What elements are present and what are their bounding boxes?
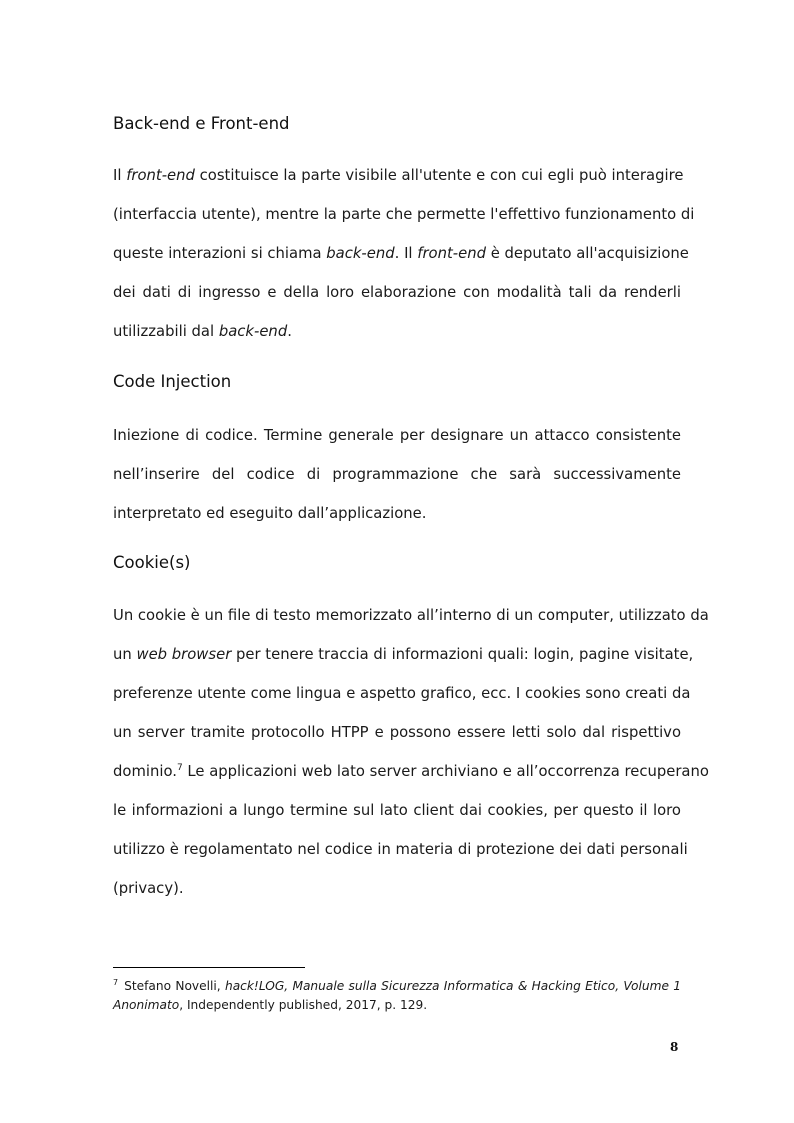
- text-segment: dei dati di ingresso e della loro elaborazione con modalità tali da renderli: [113, 284, 681, 301]
- heading-code-injection: Code Injection: [113, 372, 232, 391]
- paragraph-code-injection: [113, 416, 681, 533]
- footnote: [113, 977, 681, 1015]
- text-line: [113, 752, 709, 791]
- italic-term: hack!LOG, Manuale sulla Sicurezza Informatica & Hacking Etico, Volume 1: [224, 979, 681, 993]
- text-segment: nell’inserire del codice di programmazione che sarà successivamente: [113, 466, 681, 483]
- footnote-number: 7: [113, 978, 119, 987]
- text-segment: interpretato ed eseguito dall’applicazione.: [113, 505, 427, 522]
- text-line: [113, 156, 684, 195]
- paragraph-back-end-front-end: [113, 156, 695, 351]
- text-segment: (privacy).: [113, 880, 184, 897]
- text-segment: un: [113, 646, 137, 663]
- text-segment: , Independently published, 2017, p. 129.: [179, 998, 428, 1012]
- text-line: [113, 416, 681, 455]
- text-segment: Stefano Novelli,: [124, 979, 225, 993]
- italic-term: back-end: [218, 323, 288, 340]
- text-segment: Un cookie è un file di testo memorizzato all’interno di un computer, utilizzato da: [113, 607, 709, 624]
- text-segment: per tenere traccia di informazioni quali: login, pagine visitate,: [231, 646, 694, 663]
- heading-cookies: Cookie(s): [113, 553, 191, 572]
- text-line: [113, 869, 681, 908]
- text-segment: queste interazioni si chiama: [113, 245, 327, 262]
- text-line: [113, 713, 681, 752]
- text-segment: utilizzabili dal: [113, 323, 219, 340]
- italic-term: front-end: [126, 167, 195, 184]
- footnote-separator: [113, 967, 305, 968]
- text-line: [113, 596, 709, 635]
- footnote-line-2: [113, 996, 681, 1015]
- text-segment: costituisce la parte visibile all'utente e con cui egli può interagire: [194, 167, 684, 184]
- text-segment: Iniezione di codice. Termine generale per designare un attacco consistente: [113, 427, 681, 444]
- footnote-reference: 7: [176, 763, 183, 773]
- text-line: [113, 494, 681, 533]
- text-line: [113, 674, 691, 713]
- text-line: [113, 455, 681, 494]
- text-segment: . Il: [394, 245, 418, 262]
- text-segment: preferenze utente come lingua e aspetto grafico, ecc. I cookies sono creati da: [113, 685, 691, 702]
- text-line: [113, 273, 681, 312]
- text-segment: un server tramite protocollo HTPP e possono essere letti solo dal rispettivo: [113, 724, 681, 741]
- text-segment: è deputato all'acquisizione: [486, 245, 689, 262]
- text-line: [113, 234, 689, 273]
- page-number: 8: [670, 1040, 679, 1054]
- text-segment: (interfaccia utente), mentre la parte che permette l'effettivo funzionamento di: [113, 206, 695, 223]
- text-line: [113, 312, 681, 351]
- text-segment: le informazioni a lungo termine sul lato client dai cookies, per questo il loro: [113, 802, 681, 819]
- paragraph-cookies: [113, 596, 709, 908]
- italic-term: Anonimato: [113, 998, 180, 1012]
- text-line: [113, 791, 681, 830]
- text-line: [113, 830, 688, 869]
- text-segment: utilizzo è regolamentato nel codice in materia di protezione dei dati personali: [113, 841, 688, 858]
- text-line: [113, 195, 695, 234]
- text-segment: Il: [113, 167, 127, 184]
- text-segment: .: [287, 323, 292, 340]
- text-segment: Le applicazioni web lato server archiviano e all’occorrenza recuperano: [182, 763, 709, 780]
- italic-term: front-end: [417, 245, 486, 262]
- text-line: [113, 635, 694, 674]
- italic-term: web browser: [136, 646, 232, 663]
- heading-back-end-front-end: Back-end e Front-end: [113, 114, 290, 133]
- italic-term: back-end: [326, 245, 395, 262]
- footnote-line-1: [113, 977, 681, 996]
- text-segment: dominio.: [113, 763, 177, 780]
